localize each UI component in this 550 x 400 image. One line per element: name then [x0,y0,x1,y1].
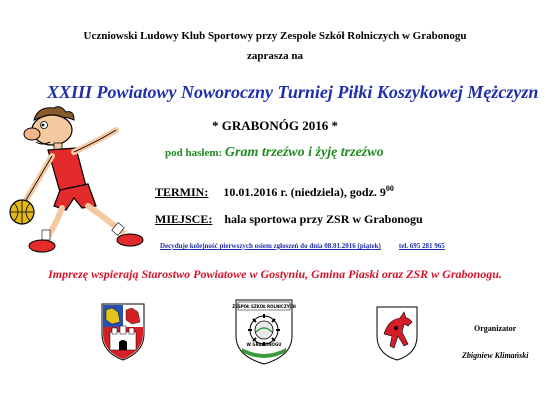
termin-value: 10.01.2016 r. (niedziela), godz. 9 [223,185,386,199]
gmina-coat-of-arms [374,304,420,362]
organizer-line: Uczniowski Ludowy Klub Sportowy przy Zespole Szkół Rolniczych w Grabonogu [83,30,467,42]
support-line: Imprezę wspierają Starostwo Powiatowe w Gostyniu, Gmina Piaski oraz ZSR w Grabonogu. [48,267,502,281]
school-badge [232,296,296,366]
miejsce-label: MIEJSCE: [155,212,213,226]
notice-text: Decyduje kolejność pierwszych osiem zgłoszeń do dnia 08.01.2016 (piątek) [160,242,381,250]
phone-number: tel. 695 281 965 [398,242,445,250]
miejsce-line [155,212,423,227]
organizer-label: Organizator [474,324,517,333]
event-subtitle: * GRABONÓG 2016 * [211,118,339,133]
miejsce-value: hala sportowa przy ZSR w Grabonogu [224,212,423,226]
invite-text: zaprasza na [247,50,303,62]
school-badge-text: ZESPÓŁ SZKÓŁ ROLNICZYCH [232,304,296,309]
registration-notice [160,242,445,250]
motto-prefix: pod hasłem: [165,147,223,159]
event-title: XXIII Powiatowy Noworoczny Turniej Piłki Koszykowej Mężczyzn [47,82,539,102]
termin-time-sup: 00 [385,184,394,193]
basketball-player-illustration [4,100,154,260]
powiat-coat-of-arms [98,300,148,362]
termin-line [155,184,394,200]
school-badge-bottom: W GRABONOGU [246,342,282,347]
organizer-name: Zbigniew Klimański [462,351,529,360]
motto-text: Gram trzeźwo i żyję trzeźwo [224,145,384,160]
motto [165,145,384,161]
termin-label: TERMIN: [155,185,209,199]
